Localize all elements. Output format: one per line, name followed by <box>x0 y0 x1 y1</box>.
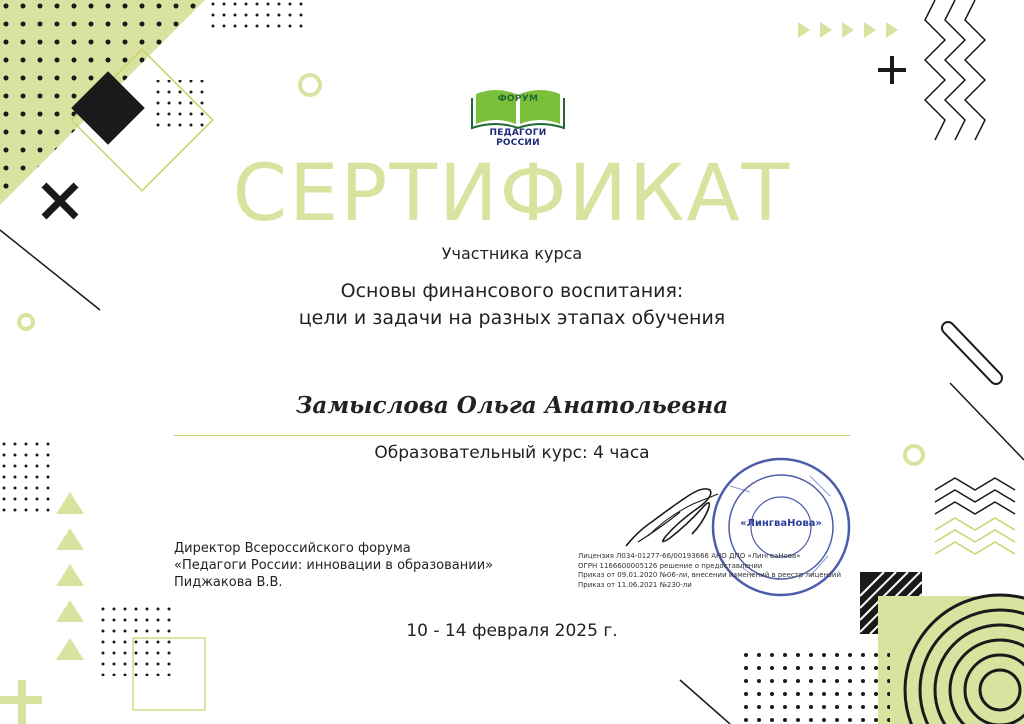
top-dots <box>205 0 305 30</box>
director-block <box>174 540 493 591</box>
stamp-center-text: «ЛингваНова» <box>740 518 822 529</box>
zigzag-lines-top-right <box>925 0 985 140</box>
certificate-subtitle: Участника курса <box>441 244 583 263</box>
logo-bottom-text: ПЕДАГОГИ РОССИИ <box>489 128 547 148</box>
forum-logo <box>470 82 566 148</box>
course-hours: Образовательный курс: 4 часа <box>374 443 650 463</box>
license-block <box>578 552 841 590</box>
circle-outline-top <box>300 75 320 95</box>
course-name <box>0 278 1024 332</box>
license-line-1: Лицензия Л034-01277-66/00193666 АНО ДПО «ЛингваНова» <box>578 552 801 560</box>
director-line-3: Пиджакова В.В. <box>174 575 283 590</box>
license-line-4: Приказ от 11.06.2021 №230-ли <box>578 580 692 589</box>
plus-icon-bottom-left <box>0 680 42 724</box>
zigzag-right-middle <box>935 478 1015 554</box>
diagonal-line-bottom <box>680 680 730 724</box>
capsule-outline-right <box>948 328 996 378</box>
license-line-2: ОГРН 1166600005126 решение о предоставлении <box>578 561 763 570</box>
arrow-row-top-right <box>798 22 898 38</box>
certificate-title: СЕРТИФИКАТ <box>232 149 792 239</box>
dot-grid-bottom-right <box>740 648 890 724</box>
director-line-2: «Педагоги России: инновации в образовании» <box>174 558 494 573</box>
plus-icon-top-right <box>878 56 906 84</box>
recipient-name: Замыслова Ольга Анатольевна <box>295 392 729 419</box>
name-underline <box>174 435 850 436</box>
license-line-3: Приказ от 09.01.2020 №06-ли, внесении изменений в реестр лицензий <box>578 571 841 579</box>
course-line-2: цели и задачи на разных этапах обучения <box>298 307 726 329</box>
director-line-1: Директор Всероссийского форума <box>174 541 411 556</box>
logo-top-text: ФОРУМ <box>497 94 539 104</box>
course-dates: 10 - 14 февраля 2025 г. <box>406 621 618 641</box>
course-line-1: Основы финансового воспитания: <box>340 280 684 302</box>
